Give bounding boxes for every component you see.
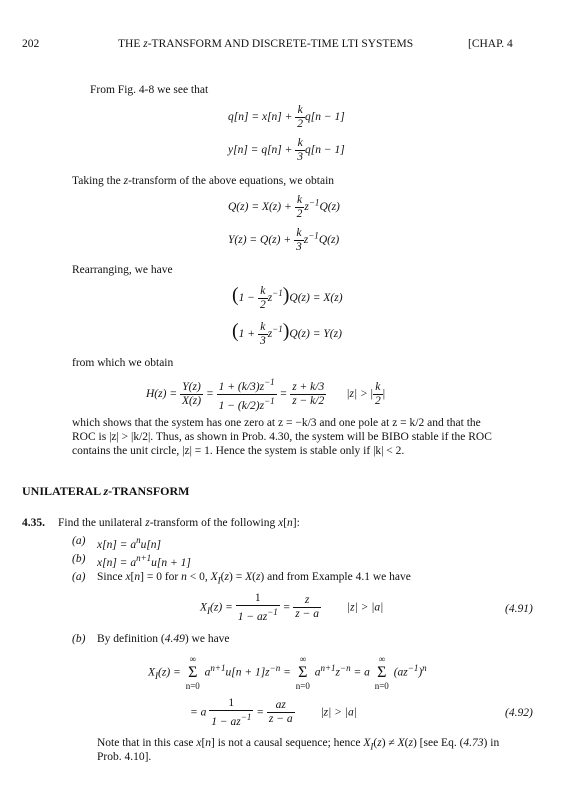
solution-a-label: (a): [72, 571, 86, 583]
chapter-label: [CHAP. 4: [468, 38, 513, 50]
part-a-expression: $x[n] = a^nu[n]$: [97, 535, 162, 551]
conclusion-line-3: contains the unit circle, |z| = 1. Hence the system is stable only if |k| < 2.: [72, 445, 405, 457]
page-number: 202: [22, 38, 40, 50]
equation-4-91: $X_I(z)$ = $\frac{1}{1 - az^{-1}}$ = $\frac{z}{z - a}$ |z| > |a|: [200, 592, 384, 623]
taking-text: Taking the z-transform of the above equations, we obtain: [72, 175, 335, 187]
solution-b-text: By definition (4.49) we have: [97, 633, 230, 645]
section-heading: UNILATERAL z-TRANSFORM: [22, 484, 190, 498]
equation-rearranged-1: (1 − $\frac{k}{2}$ $z^{-1})Q(z) = X(z)$: [232, 284, 343, 311]
rearranging-text: Rearranging, we have: [72, 264, 173, 276]
part-a-label: (a): [72, 535, 86, 547]
problem-number: 4.35.: [22, 517, 45, 529]
problem-statement: Find the unilateral z-transform of the following x[n]:: [58, 517, 300, 529]
equation-Q-z: Q(z) = X(z) + $\frac{k}{2}$ $z^{-1}Q(z)$: [228, 194, 340, 220]
equation-rearranged-2: (1 + $\frac{k}{3}$ $z^{-1})Q(z) = Y(z)$: [232, 320, 342, 347]
equation-tag-4-92: (4.92): [505, 707, 533, 719]
part-b-expression: $x[n] = a^{n+1}u[n + 1]$: [97, 553, 191, 569]
conclusion-line-2: ROC is |z| > |k/2|. Thus, as shown in Prob. 4.30, the system will be BIBO stable if the ROC: [72, 431, 492, 443]
equation-4-92-line-2: = a $\frac{1}{1 - az^{-1}}$ = $\frac{az}{z - a}$ |z| > |a|: [190, 697, 357, 728]
conclusion-line-1: which shows that the system has one zero at z = −k/3 and one pole at z = k/2 and that the: [72, 417, 481, 429]
from-which-text: from which we obtain: [72, 357, 174, 369]
equation-Y-z: Y(z) = Q(z) + $\frac{k}{3}$ $z^{-1}Q(z)$: [228, 227, 340, 253]
equation-y-n: y[n] = q[n] + $\frac{k}{3}$ q[n − 1]: [228, 137, 345, 163]
part-b-label: (b): [72, 553, 86, 565]
solution-b-label: (b): [72, 633, 86, 645]
solution-a-text: Since x[n] = 0 for n < 0, $X_I(z) = X(z)$ and from Example 4.1 we have: [97, 571, 411, 586]
note-line-2: Prob. 4.10].: [97, 751, 152, 763]
equation-H-z: H(z) = $\frac{Y(z)}{X(z)}$ = $\frac{1 + (k/3)z^{-1}}{1 - (k/2)z^{-1}}$ = $\frac{z + k/3}{z - k/2}$ |z| > | $\frac{k}{2}$ |: [146, 377, 386, 412]
note-line-1: Note that in this case x[n] is not a causal sequence; hence $X_I(z) \ne X(z)$ [see Eq. (4.73) in: [97, 737, 500, 752]
running-title: THE z-TRANSFORM AND DISCRETE-TIME LTI SYSTEMS: [118, 38, 414, 50]
equation-q-n: q[n] = x[n] + $\frac{k}{2}$ q[n − 1]: [228, 104, 345, 130]
intro-text: From Fig. 4-8 we see that: [90, 84, 209, 96]
equation-4-92-line-1: $X_I(z)$ = ∞ Σ n=0 $a^{n+1}u[n + 1]z^{-n}$ = ∞ Σ n=0 $a^{n+1}z^{-n} = a$ ∞ Σ n=0 $(az^{-1})^n$: [148, 654, 427, 691]
equation-tag-4-91: (4.91): [505, 603, 533, 615]
